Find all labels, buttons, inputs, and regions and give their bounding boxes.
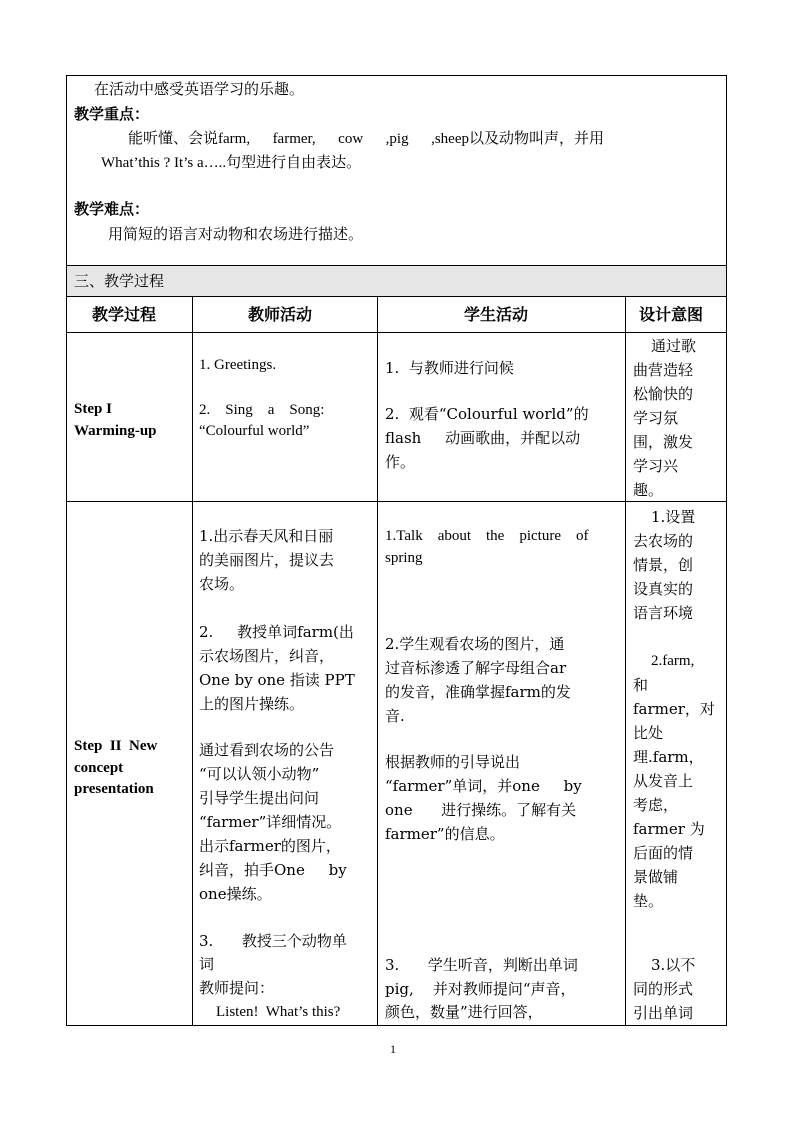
difficulty-heading: 教学难点： — [74, 200, 150, 218]
step2-label: presentation — [74, 781, 154, 797]
step2-teacher-line: 示农场图片，纠音， — [199, 647, 335, 665]
step2-student-line: 根据教师的引导说出 — [385, 753, 521, 771]
step2-teacher-line: 纠音，拍手One by — [199, 861, 347, 879]
step1-intent-line: 趣。 — [633, 481, 664, 499]
column-divider — [377, 296, 378, 1026]
step2-teacher-line: 农场。 — [199, 575, 245, 593]
step1-intent-line: 学习氛 — [633, 409, 679, 427]
step2-teacher-line: 通过看到农场的公告 — [199, 741, 335, 759]
step2-student-line: 过音标渗透了解字母组合ar — [385, 659, 567, 677]
step2-intent-line: 2.farm, — [651, 653, 695, 669]
page-number: 1 — [390, 1042, 396, 1056]
step2-teacher-line: One by one 指读 PPT — [199, 671, 355, 689]
step1-intent-line: 通过歌 — [651, 337, 697, 355]
step2-intent-line: 情景，创 — [633, 556, 694, 574]
step2-student-line: 音. — [385, 707, 405, 725]
step2-student-line: 3. 学生听音，判断出单词 — [385, 956, 578, 974]
step1-intent-line: 松愉快的 — [633, 385, 694, 403]
step1-teacher-line: “Colourful world” — [199, 423, 310, 439]
focus-heading: 教学重点： — [74, 105, 150, 123]
step2-intent-line: 引出单词 — [633, 1004, 694, 1022]
step2-student-line: 1.Talk about the picture of — [385, 528, 589, 544]
row-divider — [66, 332, 727, 333]
step2-student-line: “farmer”单词，并one by — [385, 777, 582, 795]
step2-label: Step II New — [74, 738, 158, 754]
column-divider — [625, 296, 626, 1026]
step2-teacher-line: 出示farmer的图片， — [199, 837, 341, 855]
step2-intent-line: 1.设置 — [651, 508, 696, 526]
step2-intent-line: farmer 为 — [633, 820, 705, 838]
step2-teacher-line: 词 — [199, 955, 215, 973]
step1-student-line: 1. 与教师进行问候 — [385, 359, 514, 377]
step2-intent-line: 去农场的 — [633, 532, 694, 550]
step2-intent-line: 从发音上 — [633, 772, 694, 790]
step2-teacher-line: 的美丽图片，提议去 — [199, 551, 335, 569]
focus-line: What’this ? It’s a…..句型进行自由表达。 — [101, 155, 362, 171]
step1-intent-line: 曲营造轻 — [633, 361, 694, 379]
step2-teacher-line: 上的图片操练。 — [199, 695, 305, 713]
step1-student-line: flash 动画歌曲，并配以动 — [385, 429, 581, 447]
step2-label: concept — [74, 760, 124, 776]
step1-label: Step I — [74, 401, 112, 417]
step2-teacher-line: Listen! What’s this? — [216, 1004, 341, 1020]
step2-intent-line: 垫。 — [633, 892, 664, 910]
step2-intent-line: 景做铺 — [633, 868, 679, 886]
step2-teacher-line: “可以认领小动物” — [199, 765, 320, 783]
step2-intent-line: 理.farm， — [633, 748, 704, 766]
step2-student-line: 的发音，准确掌握farm的发 — [385, 683, 571, 701]
step1-intent-line: 围，激发 — [633, 433, 694, 451]
step2-teacher-line: “farmer”详细情况。 — [199, 813, 342, 831]
row-divider — [66, 501, 727, 502]
header-student: 学生活动 — [464, 305, 529, 324]
difficulty-line: 用简短的语言对动物和农场进行描述。 — [108, 225, 364, 243]
step2-student-line: 2.学生观看农场的图片，通 — [385, 635, 565, 653]
column-divider — [192, 296, 193, 1026]
section-row-background — [67, 265, 726, 296]
step2-intent-line: 考虑， — [633, 796, 679, 814]
step2-teacher-line: 3. 教授三个动物单 — [199, 932, 347, 950]
step2-intent-line: 同的形式 — [633, 980, 694, 998]
step2-intent-line: 设真实的 — [633, 580, 694, 598]
row-divider — [66, 265, 727, 266]
section-title: 三、教学过程 — [74, 272, 165, 290]
step2-intent-line: 和 — [633, 676, 649, 694]
step2-teacher-line: 2. 教授单词farm(出 — [199, 623, 354, 641]
intro-line: 在活动中感受英语学习的乐趣。 — [94, 80, 305, 98]
step2-student-line: pig, 并对教师提问“声音， — [385, 980, 576, 998]
step1-label: Warming-up — [74, 423, 157, 439]
step2-student-line: one 进行操练。了解有关 — [385, 801, 577, 819]
header-intent: 设计意图 — [639, 305, 704, 324]
step2-student-line: spring — [385, 550, 423, 566]
step2-teacher-line: 引导学生提出问问 — [199, 789, 320, 807]
step2-intent-line: 后面的情 — [633, 844, 694, 862]
step2-intent-line: 3.以不 — [651, 956, 696, 974]
step1-student-line: 2. 观看“Colourful world”的 — [385, 405, 589, 423]
step1-student-line: 作。 — [385, 453, 416, 471]
step2-intent-line: 比处 — [633, 724, 664, 742]
step2-teacher-line: one操练。 — [199, 885, 272, 903]
step2-intent-line: farmer，对 — [633, 700, 715, 718]
row-divider — [66, 296, 727, 297]
step1-teacher-line: 1. Greetings. — [199, 357, 277, 373]
focus-line: 能听懂、会说farm, farmer, cow ,pig ,sheep以及动物叫声，并用 — [128, 131, 604, 147]
header-teacher: 教师活动 — [248, 305, 313, 324]
step2-student-line: 颜色，数量”进行回答， — [385, 1003, 543, 1021]
step1-intent-line: 学习兴 — [633, 457, 679, 475]
step2-teacher-line: 教师提问： — [199, 979, 275, 997]
step2-intent-line: 语言环境 — [633, 604, 694, 622]
step2-student-line: farmer”的信息。 — [385, 825, 505, 843]
step1-teacher-line: 2. Sing a Song: — [199, 402, 325, 418]
header-process: 教学过程 — [92, 305, 157, 324]
step2-teacher-line: 1.出示春天风和日丽 — [199, 527, 334, 545]
